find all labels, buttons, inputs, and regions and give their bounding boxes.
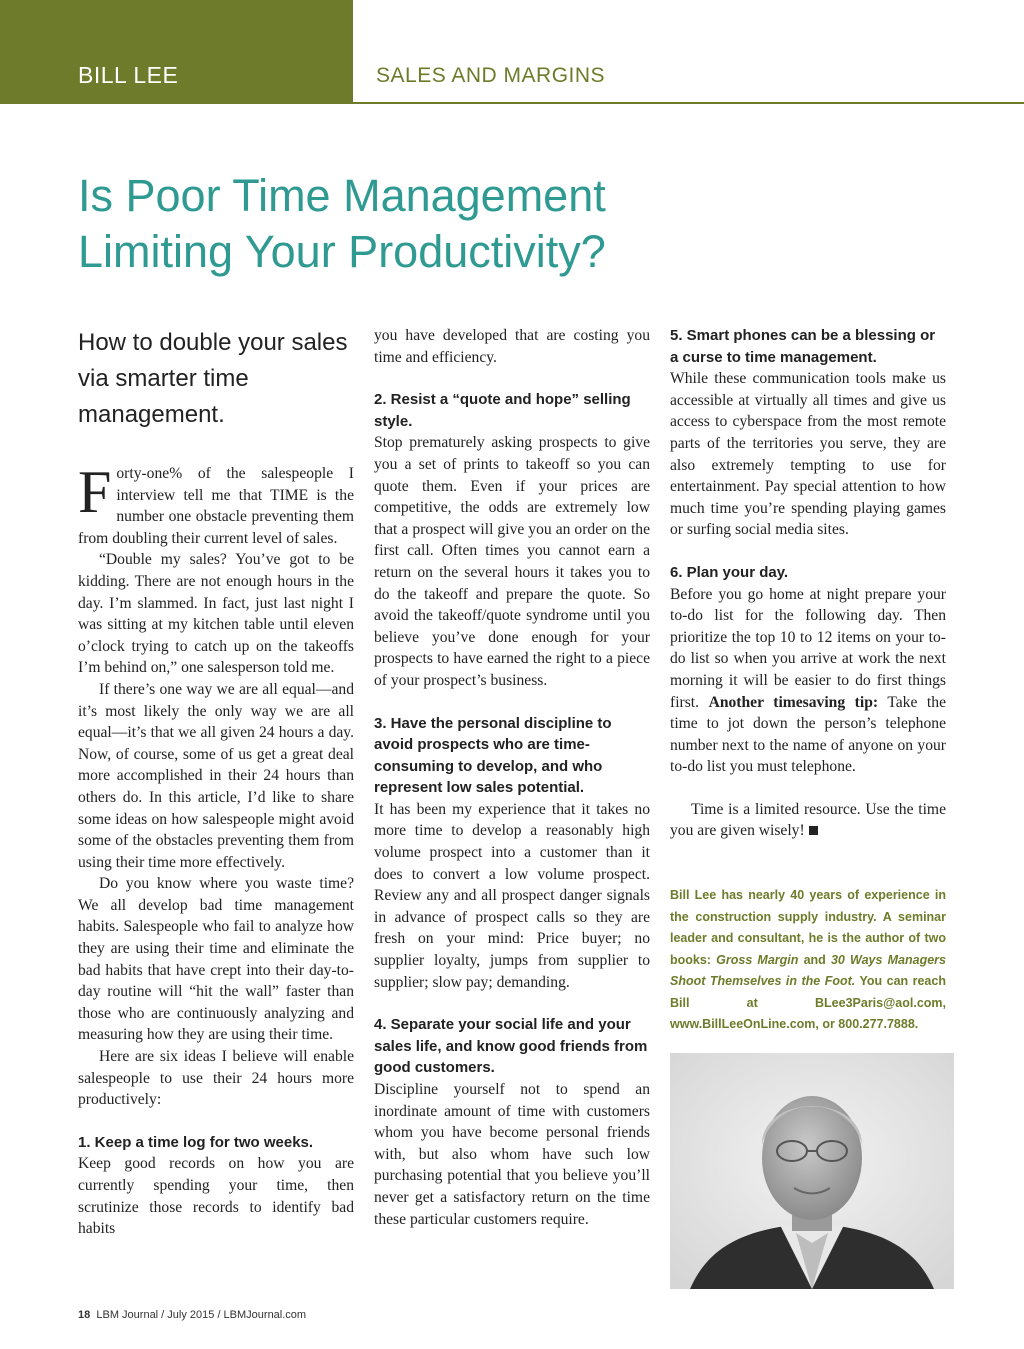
book-title: 30 Ways Managers Shoot Themselves in the Foot.	[670, 952, 946, 989]
tip-label: Another timesaving tip:	[708, 693, 879, 711]
tip-text-1: Keep good records on how you are currently spending your time, then scrutinize those records to identify bad habits	[78, 1155, 354, 1238]
title-line-2: Limiting Your Productivity?	[78, 226, 606, 277]
tip-text-5: While these communication tools make us accessible at virtually all times and give us access to cyberspace from the most remote parts of the territories you serve, they are also extremely tempting to use for entertainment. Pay special attention to how much time you’re spending playing games or surfing social media sites.	[670, 370, 946, 539]
author-bio: Bill Lee has nearly 40 years of experience in the construction supply industry. A seminar leader and consultant, he is the author of two books: Gross Margin and 30 Ways Managers Shoot Themselves in the Foot. You can reach Bill at BLee3Paris@aol.com, www.BillLeeOnLine.com, or 800.277.7888.	[670, 888, 946, 1032]
column-2	[374, 325, 650, 1230]
book-title: Gross Margin	[716, 952, 799, 967]
author-name: BILL LEE	[78, 62, 179, 88]
paragraph: “Double my sales? You’ve got to be kidding. There are not enough hours in the day. I’m slammed. In fact, just last night I was sitting at my kitchen table until eleven o’clock trying to catch up on the takeoffs I’m behind on,” one salesperson told me.	[78, 551, 354, 677]
paragraph: Here are six ideas I believe will enable salespeople to use their 24 hours more productively:	[78, 1048, 354, 1109]
page-number: 18	[78, 1309, 91, 1321]
tip-text-3: It has been my experience that it takes no more time to develop a reasonably high volume prospect into a customer than it does to convert a low volume prospect. Review any and all prospect danger signals in advance of prospect calls so they are fresh on your mind: Price buyer; no supplier loyalty, jumps from supplier to supplier; slow pay; demanding.	[374, 800, 650, 991]
tip-heading-3: 3. Have the personal discipline to avoid prospects who are time-consuming to develop, and who represent low sales potential.	[374, 714, 612, 797]
article-title	[78, 168, 958, 280]
tip-heading-5: 5. Smart phones can be a blessing or a curse to time management.	[670, 327, 936, 366]
article-subtitle: How to double your sales via smarter time management.	[78, 329, 348, 428]
intro-text: orty-one% of the salespeople I interview tell me that TIME is the number one obstacle preventing them from doubling their current level of sales.	[78, 465, 354, 547]
tip-heading-6: 6. Plan your day.	[670, 563, 789, 581]
page-footer	[78, 1309, 306, 1321]
paragraph-intro	[78, 459, 354, 549]
tip-heading-2: 2. Resist a “quote and hope” selling style.	[374, 391, 631, 430]
header-rule	[353, 102, 1024, 104]
author-photo	[670, 1053, 954, 1289]
footer-text: LBM Journal / July 2015 / LBMJournal.com	[96, 1309, 307, 1321]
column-1	[78, 325, 354, 1240]
drop-cap: F	[78, 459, 112, 525]
paragraph: If there’s one way we are all equal—and it’s most likely the only way we are all equal—it’s that we all given 24 hours a day. Now, of course, some of us get a great deal more accomplished in their 24 hours than others do. In this article, I’d like to share some ideas on how salespeople might avoid some of the obstacles preventing them from using their time more effectively.	[78, 680, 354, 871]
end-mark-icon	[809, 826, 818, 835]
column-3	[670, 325, 946, 1036]
closing-paragraph: Time is a limited resource. Use the time you are given wisely!	[670, 800, 946, 840]
tip-text-4: Discipline yourself not to spend an inordinate amount of time with customers whom you have become personal friends with, but also whom have such low purchasing potential that you believe you’ll never get a satisfactory return on the time these particular customers require.	[374, 1081, 650, 1228]
tip-text-2: Stop prematurely asking prospects to give you a set of prints to takeoff so you can quote them. Even if your prices are competitive, the odds are extremely low that a prospect will give you an order on the first call. Often times you cannot earn a return on the several hours it takes you to do the takeoff and prepare the quote. So avoid the takeoff/quote syndrome until you believe you’ve done enough for your prospects to have earned the right to a piece of your prospect’s business.	[374, 434, 650, 689]
title-line-1: Is Poor Time Management	[78, 170, 606, 221]
section-title: SALES AND MARGINS	[376, 64, 606, 87]
tip-text-6: Before you go home at night prepare your to-do list for the following day. Then prioritize the top 10 to 12 items on your to-do list so when you arrive at work the next morning it will be easier to do first things first. Another timesaving tip: Take the time to jot down the person’s telephone number next to the name of anyone on your to-do list you must telephone.	[670, 585, 946, 776]
paragraph-continued: you have developed that are costing you time and efficiency.	[374, 327, 650, 366]
tip-heading-1: 1. Keep a time log for two weeks.	[78, 1133, 314, 1151]
tip-heading-4: 4. Separate your social life and your sales life, and know good friends from good customers.	[374, 1016, 648, 1077]
paragraph: Do you know where you waste time? We all develop bad time management habits. Salespeople who fail to analyze how they are using their time and eliminate the bad habits that have crept into their day-to-day routine will “hit the wall” faster than those who are continuously analyzing and measuring how they are using their time.	[78, 875, 354, 1044]
